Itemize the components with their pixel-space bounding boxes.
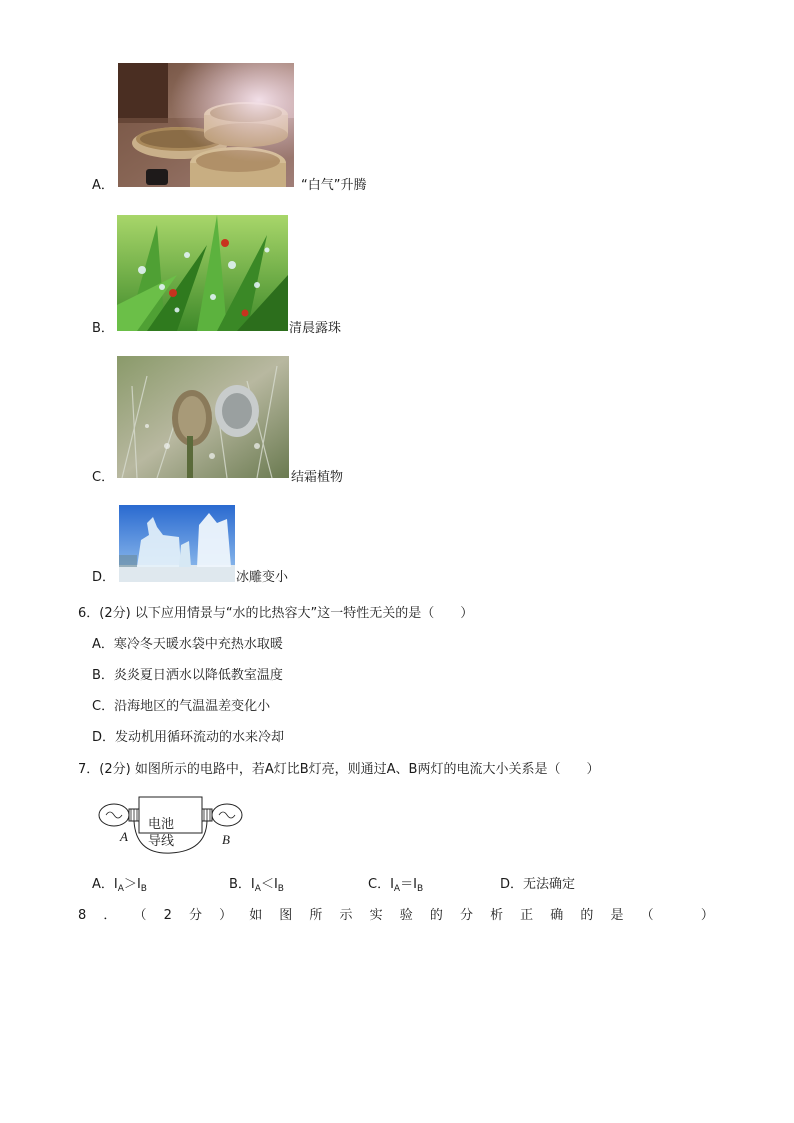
question-8-char: ） <box>700 908 714 923</box>
option-text: 无法确定 <box>523 877 576 892</box>
question-8-char: 2 <box>163 908 172 923</box>
current-symbol: I <box>273 877 278 892</box>
current-subscript: B <box>416 884 424 894</box>
option-letter: B． <box>229 877 251 892</box>
comparison-operator: ＞ <box>123 877 137 892</box>
question-8-char: 析 <box>490 908 504 923</box>
battery-label: 电池 <box>148 817 175 832</box>
question-8-char: 实 <box>369 908 383 923</box>
steamer-baskets-photo <box>118 63 294 187</box>
circuit-diagram <box>96 793 260 859</box>
question-7-option-d <box>500 878 575 891</box>
question-8-char: 8 <box>78 908 87 923</box>
option-b-caption: 清晨露珠 <box>289 321 342 336</box>
bulb-b-label: B <box>222 832 230 847</box>
question-8-char: （ <box>133 908 147 923</box>
option-c-caption: 结霜植物 <box>291 470 344 485</box>
question-8-char: 验 <box>399 908 413 923</box>
question-7-option-a <box>92 877 147 894</box>
circuit-diagram-drawing <box>96 793 260 859</box>
question-6-option-b: B．炎炎夏日洒水以降低教室温度 <box>92 668 283 683</box>
option-letter: A． <box>92 877 114 892</box>
current-subscript: A <box>117 884 124 894</box>
current-symbol: I <box>113 877 118 892</box>
bulb-a-icon <box>99 804 139 826</box>
wire-label: 导线 <box>148 834 175 849</box>
current-symbol: I <box>250 877 255 892</box>
current-subscript: A <box>254 884 261 894</box>
question-8-char: （ <box>640 908 654 923</box>
current-subscript: B <box>277 884 284 894</box>
question-6-stem: 6．(2分) 以下应用情景与“水的比热容大”这一特性无关的是（ ） <box>78 606 474 621</box>
option-a-caption: “白气”升腾 <box>301 178 367 193</box>
current-symbol: I <box>136 877 141 892</box>
question-8-char: 的 <box>429 908 443 923</box>
question-8-char: 示 <box>339 908 353 923</box>
frosted-plant-photo <box>117 356 289 478</box>
option-d-letter: D． <box>92 570 116 585</box>
question-8-char: 所 <box>309 908 323 923</box>
current-subscript: A <box>393 884 401 894</box>
question-8-char: 的 <box>580 908 594 923</box>
question-8-char: 是 <box>610 908 624 923</box>
question-8-char: ） <box>219 908 233 923</box>
bulb-a-label: A <box>120 829 128 844</box>
question-8-char <box>671 909 684 922</box>
option-b-letter: B． <box>92 321 114 336</box>
option-letter: C． <box>368 877 391 892</box>
question-8-char: 正 <box>520 908 534 923</box>
question-6-option-a: A．寒冷冬天暖水袋中充热水取暖 <box>92 637 283 652</box>
question-8-char: 确 <box>550 908 564 923</box>
option-letter: D． <box>500 877 524 892</box>
question-8-char: 分 <box>459 908 473 923</box>
question-7-stem: 7．(2分) 如图所示的电路中，若A灯比B灯亮，则通过A、B两灯的电流大小关系是（ ） <box>78 762 600 777</box>
comparison-operator: ＝ <box>400 877 414 892</box>
current-subscript: B <box>140 884 147 894</box>
question-8-stem <box>78 909 714 922</box>
question-7-option-b <box>229 877 284 894</box>
comparison-operator: ＜ <box>260 877 274 892</box>
question-8-char: 图 <box>279 908 293 923</box>
question-6-option-c: C．沿海地区的气温温差变化小 <box>92 699 271 714</box>
option-d-caption: 冰雕变小 <box>236 570 289 585</box>
question-7-option-c <box>368 877 424 894</box>
question-8-char: ． <box>103 908 117 923</box>
ice-sculpture-photo <box>119 505 235 582</box>
current-symbol: I <box>390 877 394 892</box>
dewy-grass-photo <box>117 215 288 331</box>
current-symbol: I <box>413 877 417 892</box>
question-8-char: 分 <box>188 908 202 923</box>
option-c-letter: C． <box>92 470 115 485</box>
question-8-char: 如 <box>249 908 263 923</box>
question-6-option-d: D．发动机用循环流动的水来冷却 <box>92 730 285 745</box>
bulb-b-icon <box>202 804 242 826</box>
option-a-letter: A． <box>92 178 114 193</box>
